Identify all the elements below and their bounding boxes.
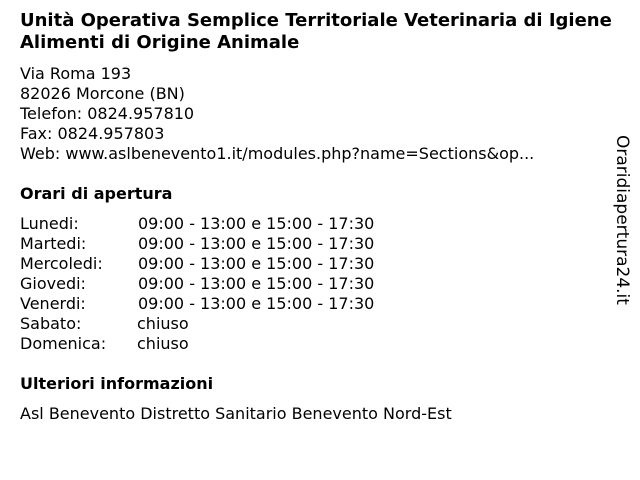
street-address: Via Roma 193 bbox=[20, 64, 132, 83]
day-hours: chiuso bbox=[137, 334, 189, 353]
website-link[interactable]: Web: www.aslbenevento1.it/modules.php?name=Sections&op... bbox=[20, 144, 535, 163]
day-hours: 09:00 - 13:00 e 15:00 - 17:30 bbox=[138, 234, 375, 253]
day-hours: 09:00 - 13:00 e 15:00 - 17:30 bbox=[138, 254, 375, 273]
day-hours: 09:00 - 13:00 e 15:00 - 17:30 bbox=[138, 274, 375, 293]
address-block bbox=[20, 64, 534, 164]
day-label: Lunedi: bbox=[20, 214, 79, 233]
day-label: Domenica: bbox=[20, 334, 107, 353]
hours-row bbox=[20, 214, 374, 234]
hours-row bbox=[20, 294, 374, 314]
site-watermark: Oraridiapertura24.it bbox=[612, 135, 632, 305]
opening-hours-table bbox=[20, 214, 374, 354]
day-label: Venerdi: bbox=[20, 294, 86, 313]
day-hours: chiuso bbox=[137, 314, 189, 333]
day-hours: 09:00 - 13:00 e 15:00 - 17:30 bbox=[138, 294, 375, 313]
hours-row bbox=[20, 334, 374, 354]
fax-number: Fax: 0824.957803 bbox=[20, 124, 165, 143]
hours-row bbox=[20, 274, 374, 294]
phone-number: Telefon: 0824.957810 bbox=[20, 104, 195, 123]
day-label: Mercoledi: bbox=[20, 254, 103, 273]
day-label: Sabato: bbox=[20, 314, 82, 333]
hours-row bbox=[20, 314, 374, 334]
hours-row bbox=[20, 234, 374, 254]
city-address: 82026 Morcone (BN) bbox=[20, 84, 185, 103]
page-title: Unità Operativa Semplice Territoriale Veterinaria di Igiene Alimenti di Origine Animale bbox=[20, 10, 612, 53]
more-info-text: Asl Benevento Distretto Sanitario Benevento Nord-Est bbox=[20, 404, 452, 423]
day-hours: 09:00 - 13:00 e 15:00 - 17:30 bbox=[138, 214, 375, 233]
day-label: Martedi: bbox=[20, 234, 87, 253]
day-label: Giovedi: bbox=[20, 274, 86, 293]
hours-row bbox=[20, 254, 374, 274]
more-info-heading: Ulteriori informazioni bbox=[20, 374, 214, 393]
opening-hours-heading: Orari di apertura bbox=[20, 184, 173, 203]
